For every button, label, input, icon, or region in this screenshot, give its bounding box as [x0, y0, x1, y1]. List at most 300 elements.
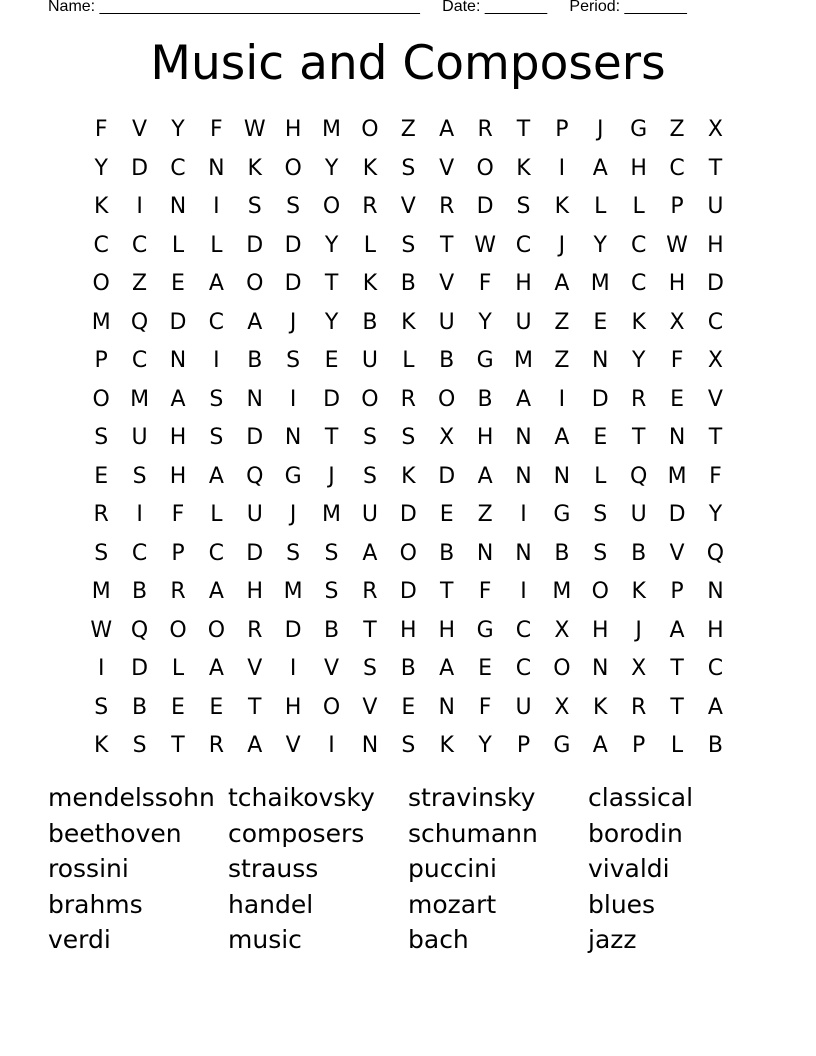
grid-letter: M — [283, 579, 303, 604]
grid-letter: O — [322, 194, 341, 219]
grid-letter: V — [132, 117, 148, 142]
grid-letter: F — [94, 117, 108, 142]
grid-letter: Y — [631, 348, 646, 373]
grid-letter: V — [707, 386, 723, 412]
grid-letter: N — [515, 463, 532, 489]
grid-letter: M — [91, 579, 111, 604]
grid-letter: Z — [554, 309, 570, 335]
grid-letter: H — [169, 425, 187, 450]
grid-letter: O — [322, 694, 341, 720]
grid-letter: Q — [130, 617, 149, 643]
grid-letter: B — [400, 656, 416, 681]
grid-letter: I — [328, 733, 335, 758]
grid-letter: N — [361, 733, 379, 758]
grid-letter: D — [399, 502, 417, 527]
grid-letter: K — [439, 733, 454, 758]
grid-letter: Q — [130, 309, 149, 335]
grid-letter: H — [592, 617, 609, 643]
grid-letter: S — [362, 425, 377, 450]
grid-letter: S — [324, 540, 339, 566]
grid-letter: D — [131, 155, 149, 181]
grid-letter: M — [514, 348, 533, 373]
grid-letter: I — [558, 155, 566, 181]
grid-letter: S — [362, 656, 377, 681]
grid-letter: T — [324, 425, 339, 450]
grid-letter: W — [474, 232, 496, 258]
grid-letter: U — [515, 309, 532, 335]
grid-letter: H — [630, 155, 647, 181]
grid-letter: S — [247, 194, 262, 219]
word-list-item: classical — [588, 783, 694, 812]
grid-letter: J — [558, 232, 566, 258]
grid-letter: I — [213, 194, 220, 219]
word-list-item: beethoven — [48, 818, 182, 848]
grid-letter: F — [478, 271, 492, 296]
grid-letter: H — [246, 579, 264, 604]
grid-letter: I — [136, 194, 143, 219]
grid-letter: U — [361, 348, 378, 373]
grid-letter: V — [439, 271, 455, 296]
grid-letter: K — [516, 155, 531, 181]
grid-letter: I — [289, 386, 297, 412]
word-list-item: bach — [408, 925, 469, 954]
grid-letter: Y — [593, 232, 607, 258]
grid-letter: L — [171, 232, 185, 258]
grid-letter: X — [554, 694, 570, 720]
grid-letter: D — [591, 386, 609, 412]
grid-letter: B — [554, 540, 570, 566]
grid-letter: V — [439, 155, 455, 181]
grid-letter: S — [286, 540, 301, 566]
grid-letter: X — [554, 617, 570, 643]
grid-letter: F — [670, 348, 684, 373]
grid-letter: C — [170, 155, 186, 181]
grid-letter: I — [289, 656, 297, 681]
grid-letter: N — [208, 155, 225, 181]
date-label: Date: — [442, 0, 481, 15]
grid-letter: R — [208, 733, 225, 758]
grid-letter: C — [131, 348, 148, 373]
grid-letter: A — [208, 271, 224, 296]
grid-letter: F — [171, 502, 185, 527]
grid-letter: O — [207, 617, 226, 643]
grid-letter: K — [93, 194, 109, 219]
grid-letter: E — [171, 271, 185, 296]
grid-letter: A — [439, 656, 455, 681]
grid-letter: Y — [324, 309, 339, 335]
grid-letter: C — [630, 232, 647, 258]
grid-letter: D — [438, 463, 456, 489]
grid-letter: T — [248, 694, 262, 720]
grid-letter: K — [362, 271, 378, 296]
word-list-item: puccini — [408, 854, 497, 883]
grid-letter: U — [515, 694, 532, 720]
grid-letter: T — [324, 271, 339, 296]
grid-letter: J — [289, 309, 297, 335]
page-title: Music and Composers — [150, 36, 666, 91]
grid-letter: K — [93, 733, 109, 758]
grid-letter: E — [401, 694, 416, 720]
grid-letter: O — [476, 155, 494, 181]
grid-letter: J — [635, 617, 642, 643]
grid-letter: D — [246, 232, 264, 258]
grid-letter: S — [593, 502, 608, 527]
grid-letter: M — [130, 386, 150, 412]
grid-letter: U — [246, 502, 263, 527]
grid-letter: T — [363, 617, 377, 643]
grid-letter: X — [631, 656, 647, 681]
grid-letter: M — [667, 463, 687, 489]
grid-letter: I — [97, 656, 105, 681]
grid-letter: T — [708, 155, 723, 181]
grid-letter: O — [284, 155, 302, 181]
name-label: Name: — [48, 0, 96, 15]
grid-letter: E — [94, 463, 109, 489]
grid-letter: O — [438, 386, 456, 412]
grid-letter: D — [399, 579, 417, 604]
grid-letter: T — [171, 733, 185, 758]
grid-letter: J — [328, 463, 335, 489]
grid-letter: H — [707, 232, 724, 258]
grid-letter: S — [132, 733, 147, 758]
grid-letter: F — [210, 117, 223, 142]
grid-letter: K — [631, 579, 646, 604]
grid-letter: R — [362, 194, 378, 219]
grid-letter: C — [131, 540, 148, 566]
grid-letter: C — [93, 232, 109, 258]
grid-letter: D — [246, 540, 264, 566]
grid-letter: O — [591, 579, 609, 604]
grid-letter: T — [439, 579, 454, 604]
grid-letter: N — [515, 425, 532, 450]
word-list-item: jazz — [588, 925, 637, 954]
grid-letter: G — [630, 117, 648, 142]
grid-letter: S — [94, 694, 109, 720]
grid-letter: R — [362, 579, 378, 604]
grid-letter: A — [362, 540, 378, 566]
grid-letter: W — [243, 117, 266, 142]
grid-letter: J — [289, 502, 297, 527]
grid-letter: N — [515, 540, 532, 566]
grid-letter: E — [171, 694, 185, 720]
grid-letter: J — [597, 117, 604, 142]
grid-letter: E — [209, 694, 224, 720]
grid-letter: V — [324, 656, 340, 681]
grid-letter: L — [171, 656, 185, 681]
grid-letter: B — [477, 386, 493, 412]
grid-letter: V — [669, 540, 685, 566]
word-list-item: composers — [228, 818, 365, 848]
grid-letter: S — [401, 733, 416, 758]
grid-letter: D — [706, 271, 724, 296]
grid-letter: D — [284, 271, 302, 296]
grid-letter: A — [208, 579, 224, 604]
grid-letter: E — [593, 309, 608, 335]
grid-letter: N — [438, 694, 455, 720]
grid-letter: F — [709, 463, 722, 489]
grid-letter: L — [594, 194, 607, 219]
grid-letter: D — [284, 232, 302, 258]
grid-letter: Y — [171, 117, 185, 142]
grid-letter: A — [515, 386, 532, 412]
grid-letter: I — [520, 502, 527, 527]
word-list-item: schumann — [408, 818, 538, 848]
grid-letter: X — [707, 117, 723, 142]
word-list-item: vivaldi — [588, 854, 670, 883]
grid-letter: K — [401, 309, 416, 335]
grid-letter: S — [132, 463, 147, 489]
grid-letter: S — [324, 579, 339, 604]
grid-letter: A — [707, 694, 723, 720]
grid-letter: C — [630, 271, 647, 296]
grid-letter: X — [669, 309, 685, 335]
grid-letter: P — [516, 733, 531, 758]
grid-letter: A — [554, 425, 570, 450]
grid-letter: K — [362, 155, 378, 181]
grid-letter: C — [669, 155, 685, 181]
grid-letter: W — [90, 617, 113, 643]
grid-letter: P — [670, 579, 684, 604]
grid-letter: B — [439, 348, 455, 373]
grid-letter: N — [169, 348, 187, 373]
grid-letter: A — [247, 309, 263, 335]
grid-letter: H — [284, 694, 302, 720]
grid-letter: O — [399, 540, 417, 566]
grid-letter: T — [439, 232, 454, 258]
grid-letter: D — [284, 617, 302, 643]
grid-letter: A — [208, 463, 224, 489]
grid-letter: C — [208, 540, 225, 566]
word-list-item: strauss — [228, 854, 319, 883]
grid-letter: C — [515, 656, 532, 681]
grid-letter: Y — [324, 232, 339, 258]
grid-letter: R — [477, 117, 493, 142]
grid-letter: D — [668, 502, 686, 527]
name-blank: ____________________________________ — [99, 0, 420, 15]
grid-letter: B — [362, 309, 378, 335]
letter-grid — [82, 111, 735, 766]
grid-letter: Q — [630, 463, 648, 489]
grid-letter: H — [515, 271, 532, 296]
grid-letter: K — [554, 194, 570, 219]
grid-letter: Z — [400, 117, 416, 142]
grid-letter: N — [476, 540, 494, 566]
grid-letter: U — [707, 194, 724, 219]
grid-letter: E — [439, 502, 454, 527]
grid-letter: M — [590, 271, 610, 296]
grid-letter: T — [516, 117, 531, 142]
grid-letter: L — [210, 232, 223, 258]
grid-letter: C — [515, 232, 532, 258]
grid-letter: H — [169, 463, 187, 489]
grid-letter: E — [324, 348, 339, 373]
grid-letter: H — [476, 425, 494, 450]
grid-letter: H — [284, 117, 302, 142]
grid-letter: B — [323, 617, 340, 643]
grid-letter: Z — [477, 502, 493, 527]
grid-letter: Q — [706, 540, 725, 566]
grid-letter: R — [631, 694, 647, 720]
grid-letter: H — [400, 617, 417, 643]
grid-letter: T — [670, 694, 684, 720]
grid-letter: O — [361, 117, 379, 142]
grid-letter: C — [707, 656, 724, 681]
grid-letter: O — [169, 617, 187, 643]
header-fields — [48, 0, 687, 16]
grid-letter: Q — [246, 463, 264, 489]
grid-letter: F — [478, 579, 492, 604]
grid-letter: N — [592, 348, 609, 373]
grid-letter: B — [631, 540, 647, 566]
grid-letter: A — [669, 617, 685, 643]
grid-letter: S — [94, 425, 109, 450]
grid-letter: B — [707, 733, 723, 758]
grid-letter: S — [209, 425, 224, 450]
grid-letter: A — [554, 271, 570, 296]
grid-letter: P — [632, 733, 646, 758]
word-list-item: rossini — [48, 854, 129, 883]
grid-letter: D — [131, 656, 149, 681]
grid-letter: N — [707, 579, 724, 604]
grid-letter: G — [476, 617, 494, 643]
grid-letter: O — [361, 386, 379, 412]
grid-letter: S — [516, 194, 531, 219]
grid-letter: G — [284, 463, 302, 489]
grid-letter: Y — [94, 155, 108, 181]
word-list-item: blues — [588, 889, 656, 919]
grid-letter: C — [515, 617, 532, 643]
grid-letter: N — [284, 425, 302, 450]
word-list-item: brahms — [48, 889, 143, 919]
grid-letter: H — [668, 271, 686, 296]
grid-letter: M — [322, 502, 342, 527]
grid-letter: B — [247, 348, 263, 373]
period-blank: _______ — [624, 0, 687, 15]
grid-letter: U — [438, 309, 455, 335]
grid-letter: D — [169, 309, 187, 335]
grid-letter: T — [631, 425, 646, 450]
grid-letter: C — [707, 309, 724, 335]
grid-letter: I — [136, 502, 143, 527]
grid-letter: D — [246, 425, 264, 450]
grid-letter: K — [247, 155, 262, 181]
word-list-item: music — [228, 925, 302, 954]
grid-letter: B — [132, 694, 148, 720]
word-list-item: tchaikovsky — [228, 783, 375, 812]
grid-letter: H — [438, 617, 455, 643]
grid-letter: A — [439, 117, 455, 142]
grid-letter: P — [555, 117, 569, 142]
grid-letter: R — [400, 386, 416, 412]
grid-letter: Y — [478, 733, 492, 758]
grid-letter: N — [553, 463, 571, 489]
grid-letter: Y — [708, 502, 723, 527]
grid-letter: V — [247, 656, 263, 681]
grid-letter: R — [247, 617, 263, 643]
grid-letter: O — [92, 386, 110, 412]
grid-letter: M — [322, 117, 342, 142]
grid-letter: Y — [324, 155, 339, 181]
grid-letter: B — [400, 271, 416, 296]
grid-letter: L — [363, 232, 377, 258]
grid-letter: G — [476, 348, 494, 373]
grid-letter: R — [93, 502, 109, 527]
grid-letter: A — [208, 656, 224, 681]
grid-letter: A — [592, 733, 608, 758]
word-list-item: borodin — [588, 818, 683, 848]
grid-letter: L — [210, 502, 223, 527]
grid-letter: C — [208, 309, 225, 335]
grid-letter: Z — [132, 271, 148, 296]
grid-letter: O — [92, 271, 110, 296]
grid-letter: N — [592, 656, 609, 681]
word-list-item: stravinsky — [408, 783, 536, 812]
grid-letter: R — [631, 386, 647, 412]
grid-letter: I — [213, 348, 220, 373]
word-list-item: mendelssohn — [48, 783, 215, 812]
grid-letter: S — [286, 348, 301, 373]
grid-letter: C — [131, 232, 148, 258]
grid-letter: R — [170, 579, 186, 604]
grid-letter: A — [247, 733, 263, 758]
grid-letter: R — [439, 194, 455, 219]
grid-letter: N — [668, 425, 686, 450]
grid-letter: U — [630, 502, 647, 527]
grid-letter: S — [286, 194, 301, 219]
period-label: Period: — [569, 0, 621, 15]
grid-letter: E — [478, 656, 493, 681]
grid-letter: D — [323, 386, 341, 412]
word-list — [48, 780, 768, 958]
grid-letter: I — [520, 579, 527, 604]
grid-letter: B — [132, 579, 148, 604]
grid-letter: L — [402, 348, 415, 373]
grid-letter: S — [209, 386, 224, 412]
grid-letter: Z — [554, 348, 570, 373]
grid-letter: P — [171, 540, 185, 566]
grid-letter: B — [439, 540, 455, 566]
date-blank: _______ — [484, 0, 548, 15]
grid-letter: X — [439, 425, 455, 450]
grid-letter: M — [552, 579, 572, 604]
grid-letter: W — [666, 232, 688, 258]
grid-letter: A — [170, 386, 186, 412]
grid-letter: S — [401, 155, 416, 181]
grid-letter: L — [670, 733, 684, 758]
grid-letter: A — [592, 155, 608, 181]
grid-letter: O — [553, 656, 571, 681]
grid-letter: U — [131, 425, 148, 450]
word-list-item: verdi — [48, 925, 111, 954]
grid-letter: K — [401, 463, 416, 489]
grid-letter: T — [708, 425, 723, 450]
word-list-item: handel — [228, 889, 314, 919]
grid-letter: O — [246, 271, 264, 296]
grid-letter: T — [670, 656, 684, 681]
grid-letter: I — [558, 386, 566, 412]
grid-letter: P — [670, 194, 684, 219]
grid-letter: H — [707, 617, 724, 643]
word-list-item: mozart — [408, 889, 497, 919]
grid-letter: Z — [669, 117, 685, 142]
grid-letter: M — [91, 309, 111, 335]
grid-letter: S — [593, 540, 608, 566]
grid-letter: E — [593, 425, 608, 450]
grid-letter: V — [285, 733, 301, 758]
grid-letter: A — [477, 463, 493, 489]
grid-letter: G — [553, 733, 571, 758]
grid-letter: S — [94, 540, 109, 566]
